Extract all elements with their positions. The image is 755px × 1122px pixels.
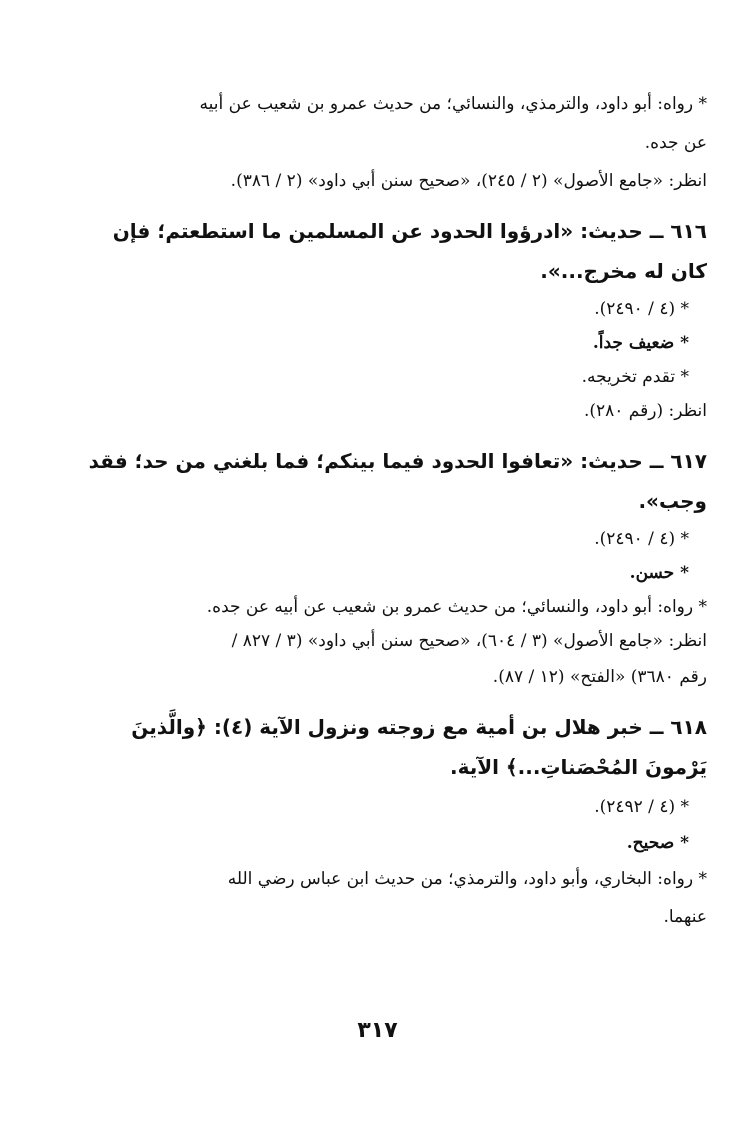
text-line: رقم ٣٦٨٠) «الفتح» (١٢ / ٨٧). (492, 667, 707, 687)
grade-line: * صحيح. (626, 833, 689, 853)
text-line: * (٤ / ٢٤٩٢). (594, 797, 689, 817)
page-body (47, 92, 707, 929)
grade-line: * حسن. (629, 563, 689, 583)
page-number: ٣١٧ (357, 1018, 398, 1043)
text-line: * رواه: البخاري، وأبو داود، والترمذي؛ من حديث ابن عباس رضي الله (227, 869, 707, 889)
hadith-heading: ٦١٨ ــ خبر هلال بن أمية مع زوجته ونزول الآية (٤): ﴿والَّذينَ (131, 715, 707, 739)
hadith-heading: وجب». (638, 489, 707, 513)
hadith-heading: يَرْمونَ المُحْصَناتِ...﴾ الآية. (449, 755, 707, 779)
hadith-heading: ٦١٦ ــ حديث: «ادرؤوا الحدود عن المسلمين ما استطعتم؛ فإن (112, 219, 707, 243)
text-line: * (٤ / ٢٤٩٠). (594, 299, 689, 319)
hadith-heading: كان له مخرج...». (540, 259, 707, 283)
text-line: انظر: (رقم ٢٨٠). (583, 401, 707, 421)
text-line: انظر: «جامع الأصول» (٢ / ٢٤٥)، «صحيح سنن أبي داود» (٢ / ٣٨٦). (230, 171, 707, 191)
grade-line: * ضعيف جداً. (592, 333, 689, 353)
hadith-heading: ٦١٧ ــ حديث: «تعافوا الحدود فيما بينكم؛ فما بلغني من حد؛ فقد (88, 449, 707, 473)
text-line: عنهما. (663, 907, 707, 927)
text-line: انظر: «جامع الأصول» (٣ / ٦٠٤)، «صحيح سنن أبي داود» (٣ / ٨٢٧ / (231, 631, 707, 651)
text-line: * (٤ / ٢٤٩٠). (594, 529, 689, 549)
text-line: عن جده. (644, 133, 707, 153)
text-line: * تقدم تخريجه. (581, 367, 689, 387)
text-line: * رواه: أبو داود، والترمذي، والنسائي؛ من حديث عمرو بن شعيب عن أبيه (199, 94, 707, 114)
text-line: * رواه: أبو داود، والنسائي؛ من حديث عمرو بن شعيب عن أبيه عن جده. (206, 597, 707, 617)
